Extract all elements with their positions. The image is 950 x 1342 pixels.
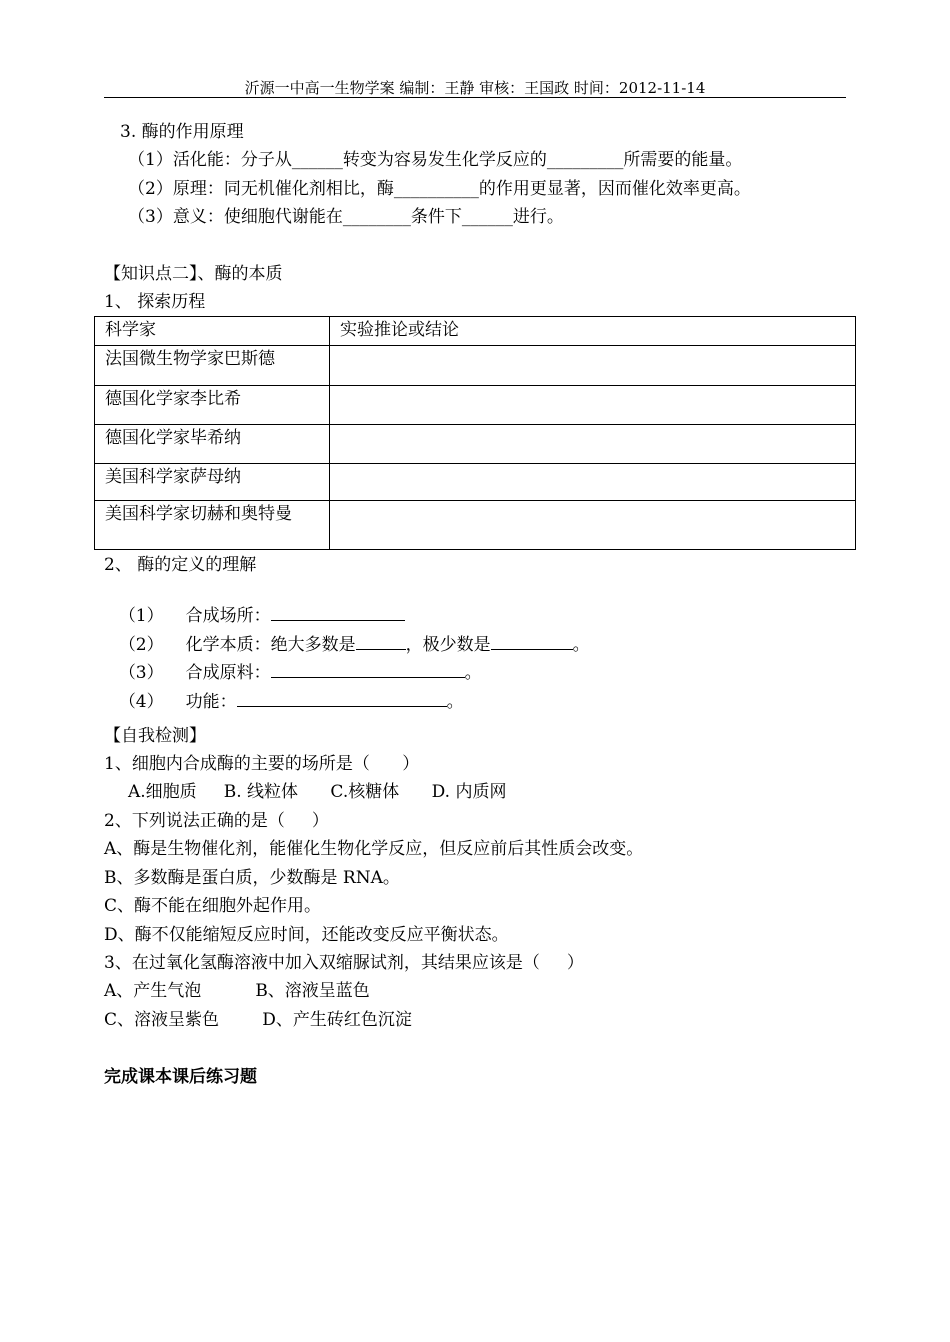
item-label: 化学本质：绝大多数是 (185, 635, 356, 655)
table-header-row (95, 317, 856, 346)
header-scientist: 科学家 (95, 317, 330, 346)
question-3: 3、在过氧化氢酶溶液中加入双缩脲试剂，其结果应该是（ ） (104, 953, 584, 973)
period: 。 (464, 663, 482, 683)
item-number: （4） (118, 692, 164, 712)
conclusion-cell (330, 425, 856, 464)
header-conclusion: 实验推论或结论 (330, 317, 856, 346)
table-row (95, 346, 856, 386)
conclusion-cell (330, 501, 856, 550)
scientist-cell: 美国科学家切赫和奥特曼 (95, 501, 330, 550)
section-title: 3. 酶的作用原理 (120, 122, 244, 142)
item-number: （3） (118, 663, 164, 683)
scientist-cell: 美国科学家萨母纳 (95, 464, 330, 501)
question-3-options-row-2: C、溶液呈紫色 D、产生砖红色沉淀 (104, 1010, 412, 1030)
table-row (95, 425, 856, 464)
item-label: 合成原料： (185, 663, 271, 683)
table-row (95, 464, 856, 501)
definition-heading: 2、 酶的定义的理解 (104, 555, 257, 575)
period: 。 (446, 692, 464, 712)
item-number: （1） (118, 606, 164, 626)
principle-item-2: （2）原理：同无机催化剂相比，酶__________的作用更显著，因而催化效率更高。 (128, 179, 751, 199)
item-label: 合成场所： (185, 606, 271, 626)
question-1: 1、细胞内合成酶的主要的场所是（ ） (104, 754, 420, 774)
answer-blank[interactable] (491, 633, 573, 650)
exploration-heading: 1、 探索历程 (104, 292, 206, 312)
scientist-cell: 德国化学家李比希 (95, 386, 330, 425)
question-2-option-d: D、酶不仅能缩短反应时间，还能改变反应平衡状态。 (104, 925, 509, 945)
principle-item-3: （3）意义：使细胞代谢能在________条件下______进行。 (128, 207, 564, 227)
header-divider (104, 97, 846, 98)
question-1-options: A.细胞质 B. 线粒体 C.核糖体 D. 内质网 (128, 782, 507, 802)
period: 。 (572, 635, 590, 655)
question-2: 2、下列说法正确的是（ ） (104, 811, 329, 831)
history-table (94, 316, 856, 550)
question-3-options-row-1: A、产生气泡 B、溶液呈蓝色 (104, 981, 370, 1001)
conclusion-cell (330, 464, 856, 501)
principle-item-1: （1）活化能：分子从______转变为容易发生化学反应的_________所需要的能量。 (128, 150, 743, 170)
table-row (95, 386, 856, 425)
definition-item (108, 668, 464, 713)
item-label: 功能： (185, 692, 237, 712)
homework-note: 完成课本课后练习题 (104, 1067, 257, 1087)
scientist-cell: 法国微生物学家巴斯德 (95, 346, 330, 386)
question-2-option-b: B、多数酶是蛋白质，少数酶是 RNA。 (104, 868, 400, 888)
scientist-cell: 德国化学家毕希纳 (95, 425, 330, 464)
conclusion-cell (330, 386, 856, 425)
knowledge-point-title: 【知识点二】、酶的本质 (104, 264, 283, 284)
question-2-option-a: A、酶是生物催化剂，能催化生物化学反应，但反应前后其性质会改变。 (104, 839, 644, 859)
self-test-title: 【自我检测】 (104, 726, 206, 746)
answer-blank[interactable] (237, 690, 447, 707)
item-number: （2） (118, 635, 164, 655)
question-2-option-c: C、酶不能在细胞外起作用。 (104, 896, 322, 916)
page-header: 沂源一中高一生物学案 编制：王静 审核：王国政 时间：2012-11-14 (244, 79, 706, 97)
table-row (95, 501, 856, 550)
item-label-mid: ，极少数是 (405, 635, 491, 655)
conclusion-cell (330, 346, 856, 386)
